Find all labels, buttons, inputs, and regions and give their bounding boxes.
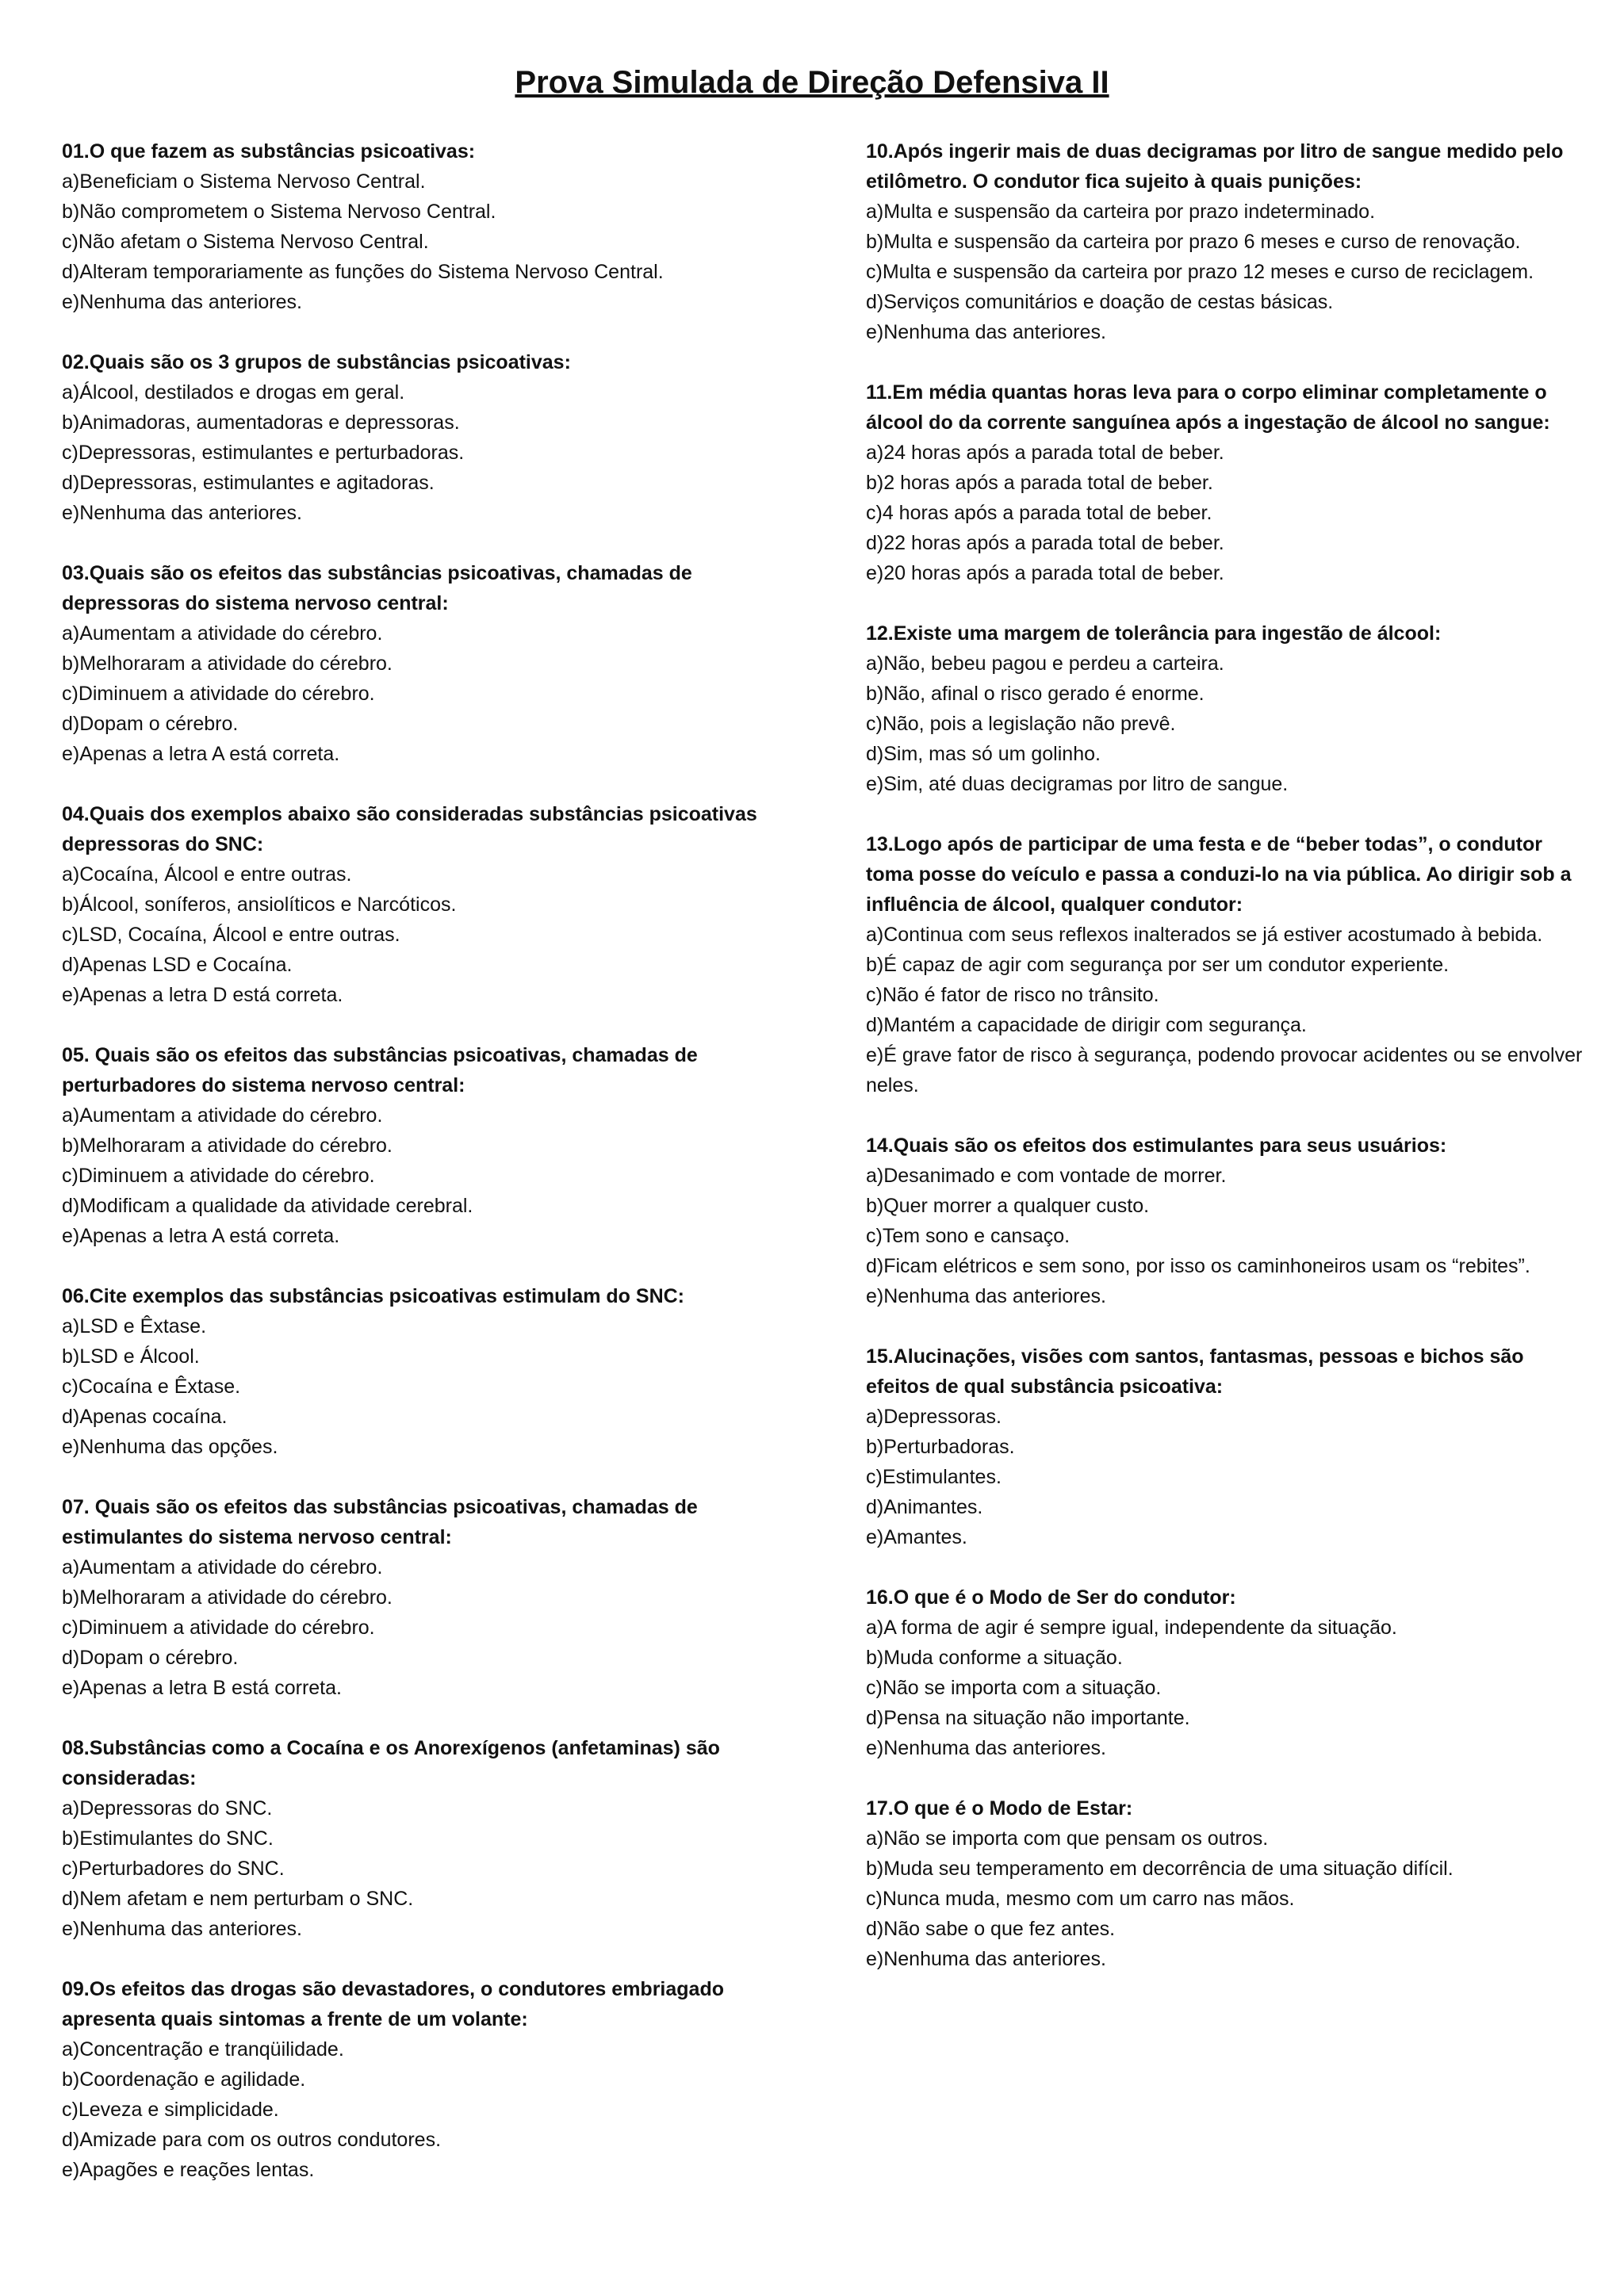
answer-option: d)Sim, mas só um golinho. xyxy=(866,743,1101,765)
answer-option: d)Serviços comunitários e doação de cestas básicas. xyxy=(866,291,1334,313)
answer-option: c)Cocaína e Êxtase. xyxy=(62,1376,241,1398)
answer-option: e)Nenhuma das anteriores. xyxy=(866,321,1106,343)
answer-option: e)Amantes. xyxy=(866,1526,967,1548)
answer-option: d)Apenas cocaína. xyxy=(62,1406,228,1428)
answer-option: b)Coordenação e agilidade. xyxy=(62,2068,306,2091)
answer-option: e)Sim, até duas decigramas por litro de sangue. xyxy=(866,773,1289,795)
question-text: 06.Cite exemplos das substâncias psicoativas estimulam do SNC: xyxy=(62,1285,685,1307)
question-text: 03.Quais são os efeitos das substâncias psicoativas, chamadas de depressoras do sistema nervoso central: xyxy=(62,562,692,614)
question-text: 12.Existe uma margem de tolerância para ingestão de álcool: xyxy=(866,622,1442,645)
question-block xyxy=(866,618,1584,799)
answer-option: a)Aumentam a atividade do cérebro. xyxy=(62,1556,383,1578)
answer-options xyxy=(866,1161,1584,1311)
answer-option: d)Apenas LSD e Cocaína. xyxy=(62,954,293,976)
answer-option: c)Não se importa com a situação. xyxy=(866,1677,1162,1699)
answer-option: a)A forma de agir é sempre igual, independente da situação. xyxy=(866,1617,1397,1639)
answer-option: e)É grave fator de risco à segurança, podendo provocar acidentes ou se envolver neles. xyxy=(866,1044,1583,1096)
answer-option: e)Nenhuma das anteriores. xyxy=(62,502,302,524)
question-block xyxy=(866,1793,1584,1974)
answer-option: a)Não se importa com que pensam os outros. xyxy=(866,1827,1269,1850)
answer-option: e)Nenhuma das anteriores. xyxy=(62,291,302,313)
question-text: 16.O que é o Modo de Ser do condutor: xyxy=(866,1586,1236,1609)
answer-option: b)Melhoraram a atividade do cérebro. xyxy=(62,1135,393,1157)
answer-options xyxy=(62,1552,779,1703)
answer-option: c)Diminuem a atividade do cérebro. xyxy=(62,683,375,705)
answer-option: c)Diminuem a atividade do cérebro. xyxy=(62,1165,375,1187)
answer-option: c)Depressoras, estimulantes e perturbadoras. xyxy=(62,442,465,464)
question-block xyxy=(866,1341,1584,1552)
answer-options xyxy=(62,377,779,528)
answer-option: b)É capaz de agir com segurança por ser um condutor experiente. xyxy=(866,954,1450,976)
question-block xyxy=(62,136,779,317)
answer-option: d)Mantém a capacidade de dirigir com segurança. xyxy=(866,1014,1307,1036)
answer-options xyxy=(62,1793,779,1944)
answer-option: a)Beneficiam o Sistema Nervoso Central. xyxy=(62,170,426,193)
answer-option: c)Multa e suspensão da carteira por prazo 12 meses e curso de reciclagem. xyxy=(866,261,1534,283)
answer-options xyxy=(866,1823,1584,1974)
question-block xyxy=(62,1281,779,1462)
answer-option: a)Cocaína, Álcool e entre outras. xyxy=(62,863,352,886)
answer-option: b)Multa e suspensão da carteira por prazo 6 meses e curso de renovação. xyxy=(866,231,1521,253)
answer-option: b)Muda seu temperamento em decorrência de uma situação difícil. xyxy=(866,1858,1454,1880)
answer-option: a)Aumentam a atividade do cérebro. xyxy=(62,1104,383,1127)
question-block xyxy=(866,829,1584,1100)
question-block xyxy=(866,377,1584,588)
answer-options xyxy=(866,438,1584,588)
answer-option: c)Não é fator de risco no trânsito. xyxy=(866,984,1159,1006)
answer-option: b)LSD e Álcool. xyxy=(62,1345,200,1368)
answer-option: c)Leveza e simplicidade. xyxy=(62,2099,279,2121)
answer-options xyxy=(866,920,1584,1100)
answer-option: e)Nenhuma das anteriores. xyxy=(62,1918,302,1940)
answer-option: b)Quer morrer a qualquer custo. xyxy=(866,1195,1150,1217)
question-text: 02.Quais são os 3 grupos de substâncias psicoativas: xyxy=(62,351,571,373)
answer-option: d)Pensa na situação não importante. xyxy=(866,1707,1190,1729)
answer-options xyxy=(866,649,1584,799)
answer-option: d)Não sabe o que fez antes. xyxy=(866,1918,1116,1940)
question-text: 17.O que é o Modo de Estar: xyxy=(866,1797,1133,1820)
answer-option: b)Perturbadoras. xyxy=(866,1436,1015,1458)
answer-option: d)Nem afetam e nem perturbam o SNC. xyxy=(62,1888,414,1910)
answer-option: a)Não, bebeu pagou e perdeu a carteira. xyxy=(866,652,1224,675)
answer-option: e)20 horas após a parada total de beber. xyxy=(866,562,1224,584)
answer-option: d)Amizade para com os outros condutores. xyxy=(62,2129,442,2151)
answer-option: b)Estimulantes do SNC. xyxy=(62,1827,274,1850)
page-title: Prova Simulada de Direção Defensiva II xyxy=(515,65,1109,100)
answer-option: d)22 horas após a parada total de beber. xyxy=(866,532,1224,554)
answer-option: e)Apenas a letra B está correta. xyxy=(62,1677,342,1699)
answer-option: b)2 horas após a parada total de beber. xyxy=(866,472,1213,494)
answer-option: c)Diminuem a atividade do cérebro. xyxy=(62,1617,375,1639)
question-text: 05. Quais são os efeitos das substâncias psicoativas, chamadas de perturbadores do sistema nervoso central: xyxy=(62,1044,698,1096)
question-block xyxy=(866,1582,1584,1763)
answer-option: e)Nenhuma das opções. xyxy=(62,1436,278,1458)
answer-option: e)Apenas a letra A está correta. xyxy=(62,1225,340,1247)
answer-options xyxy=(866,197,1584,347)
answer-options xyxy=(62,618,779,769)
answer-option: c)Não afetam o Sistema Nervoso Central. xyxy=(62,231,429,253)
answer-option: c)Tem sono e cansaço. xyxy=(866,1225,1071,1247)
answer-option: b)Não, afinal o risco gerado é enorme. xyxy=(866,683,1205,705)
question-block xyxy=(866,136,1584,347)
answer-options xyxy=(866,1613,1584,1763)
left-column xyxy=(62,136,779,2215)
answer-options xyxy=(62,166,779,317)
question-block xyxy=(62,558,779,769)
answer-option: e)Nenhuma das anteriores. xyxy=(866,1948,1106,1970)
answer-option: e)Apenas a letra A está correta. xyxy=(62,743,340,765)
answer-option: c)4 horas após a parada total de beber. xyxy=(866,502,1212,524)
answer-options xyxy=(62,859,779,1010)
answer-options xyxy=(866,1402,1584,1552)
question-block xyxy=(62,1974,779,2185)
answer-option: a)Continua com seus reflexos inalterados se já estiver acostumado à bebida. xyxy=(866,924,1543,946)
answer-option: a)Aumentam a atividade do cérebro. xyxy=(62,622,383,645)
question-text: 04.Quais dos exemplos abaixo são consideradas substâncias psicoativas depressoras do SNC: xyxy=(62,803,757,855)
question-text: 14.Quais são os efeitos dos estimulantes para seus usuários: xyxy=(866,1135,1447,1157)
answer-option: b)Melhoraram a atividade do cérebro. xyxy=(62,1586,393,1609)
answer-option: e)Nenhuma das anteriores. xyxy=(866,1737,1106,1759)
answer-option: d)Modificam a qualidade da atividade cerebral. xyxy=(62,1195,473,1217)
question-block xyxy=(866,1131,1584,1311)
answer-options xyxy=(62,1311,779,1462)
answer-option: d)Dopam o cérebro. xyxy=(62,713,239,735)
answer-option: c)Nunca muda, mesmo com um carro nas mãos. xyxy=(866,1888,1295,1910)
answer-option: c)Perturbadores do SNC. xyxy=(62,1858,285,1880)
question-block xyxy=(62,799,779,1010)
question-text: 11.Em média quantas horas leva para o corpo eliminar completamente o álcool do da corrente sanguínea após a ingestação de álcool no sangue: xyxy=(866,381,1550,434)
answer-option: e)Apagões e reações lentas. xyxy=(62,2159,315,2181)
answer-option: b)Não comprometem o Sistema Nervoso Central. xyxy=(62,201,496,223)
answer-option: c)LSD, Cocaína, Álcool e entre outras. xyxy=(62,924,400,946)
answer-option: a)Desanimado e com vontade de morrer. xyxy=(866,1165,1227,1187)
answer-option: a)24 horas após a parada total de beber. xyxy=(866,442,1224,464)
question-text: 09.Os efeitos das drogas são devastadores, o condutores embriagado apresenta quais sintomas a frente de um volante: xyxy=(62,1978,724,2030)
question-text: 13.Logo após de participar de uma festa e de “beber todas”, o condutor toma posse do veículo e passa a conduzi-lo na via pública. Ao dirigir sob a influência de álcool, qualquer condutor: xyxy=(866,833,1572,916)
right-column xyxy=(866,136,1584,2004)
answer-option: d)Animantes. xyxy=(866,1496,983,1518)
answer-option: a)Depressoras do SNC. xyxy=(62,1797,273,1820)
question-block xyxy=(62,1733,779,1944)
question-text: 08.Substâncias como a Cocaína e os Anorexígenos (anfetaminas) são consideradas: xyxy=(62,1737,720,1789)
answer-options xyxy=(62,2034,779,2185)
answer-option: e)Apenas a letra D está correta. xyxy=(62,984,343,1006)
answer-option: d)Alteram temporariamente as funções do Sistema Nervoso Central. xyxy=(62,261,664,283)
answer-option: a)Concentração e tranqüilidade. xyxy=(62,2038,344,2061)
answer-option: a)LSD e Êxtase. xyxy=(62,1315,207,1337)
answer-option: d)Dopam o cérebro. xyxy=(62,1647,239,1669)
question-text: 07. Quais são os efeitos das substâncias psicoativas, chamadas de estimulantes do sistema nervoso central: xyxy=(62,1496,698,1548)
answer-option: a)Álcool, destilados e drogas em geral. xyxy=(62,381,405,404)
question-block xyxy=(62,1492,779,1703)
question-text: 15.Alucinações, visões com santos, fantasmas, pessoas e bichos são efeitos de qual substância psicoativa: xyxy=(866,1345,1524,1398)
answer-option: a)Multa e suspensão da carteira por prazo indeterminado. xyxy=(866,201,1376,223)
answer-option: c)Não, pois a legislação não prevê. xyxy=(866,713,1176,735)
answer-option: a)Depressoras. xyxy=(866,1406,1002,1428)
question-block xyxy=(62,1040,779,1251)
answer-option: c)Estimulantes. xyxy=(866,1466,1002,1488)
question-text: 10.Após ingerir mais de duas decigramas por litro de sangue medido pelo etilômetro. O condutor fica sujeito à quais punições: xyxy=(866,140,1564,193)
question-block xyxy=(62,347,779,528)
answer-option: d)Depressoras, estimulantes e agitadoras. xyxy=(62,472,435,494)
answer-option: b)Álcool, soníferos, ansiolíticos e Narcóticos. xyxy=(62,894,457,916)
answer-option: b)Muda conforme a situação. xyxy=(866,1647,1123,1669)
answer-option: b)Melhoraram a atividade do cérebro. xyxy=(62,652,393,675)
answer-option: b)Animadoras, aumentadoras e depressoras. xyxy=(62,411,460,434)
answer-option: d)Ficam elétricos e sem sono, por isso os caminhoneiros usam os “rebites”. xyxy=(866,1255,1530,1277)
answer-option: e)Nenhuma das anteriores. xyxy=(866,1285,1106,1307)
question-text: 01.O que fazem as substâncias psicoativas: xyxy=(62,140,476,163)
answer-options xyxy=(62,1100,779,1251)
